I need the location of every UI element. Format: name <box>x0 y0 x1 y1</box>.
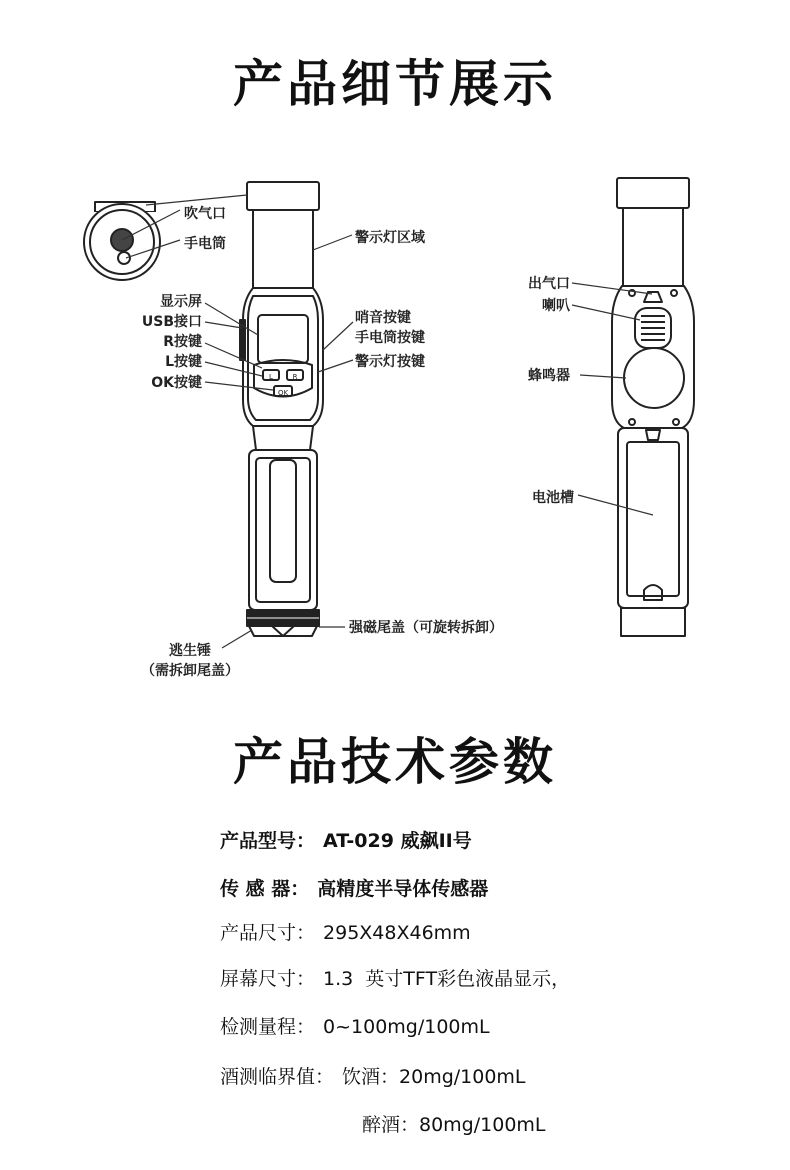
detail-section-title: 产品细节展示 <box>233 55 557 113</box>
label-l-key: L按键 <box>165 354 202 370</box>
spec-row-threshold-drunk <box>362 1110 546 1137</box>
spec-row-model <box>220 826 472 853</box>
spec-value: 醉酒：80mg/100mL <box>362 1114 546 1136</box>
label-flashlight: 手电筒 <box>184 236 226 252</box>
label-buzzer: 蜂鸣器 <box>528 368 570 384</box>
spec-key: 产品型号： <box>220 830 316 852</box>
label-battery-slot: 电池槽 <box>532 490 574 506</box>
label-usb: USB接口 <box>141 314 202 330</box>
label-escape-hammer: 逃生锤 <box>169 643 211 659</box>
back-view <box>612 178 694 636</box>
key-r-text: R <box>292 373 298 381</box>
label-display: 显示屏 <box>160 294 202 310</box>
label-speaker: 喇叭 <box>542 298 570 314</box>
spec-value: 0~100mg/100mL <box>323 1016 490 1038</box>
spec-key: 屏幕尺寸： <box>220 968 316 990</box>
spec-value: 295X48X46mm <box>323 922 471 944</box>
spec-row-screen <box>220 964 570 991</box>
spec-value: 高精度半导体传感器 <box>317 878 489 900</box>
spec-key: 产品尺寸： <box>220 922 316 944</box>
spec-value: 饮酒：20mg/100mL <box>342 1066 526 1088</box>
front-view <box>240 182 323 636</box>
spec-row-size <box>220 918 471 945</box>
label-ok-key: OK按键 <box>151 375 202 391</box>
key-l-text: L <box>269 373 273 381</box>
spec-value: 1.3 英寸TFT彩色液晶显示， <box>323 968 571 990</box>
label-r-key: R按键 <box>163 334 202 350</box>
spec-key: 传 感 器： <box>220 878 310 900</box>
label-blow-port: 吹气口 <box>184 206 226 222</box>
spec-key: 检测量程： <box>220 1016 316 1038</box>
label-vent: 出气口 <box>528 276 570 292</box>
label-magnetic-cap: 强磁尾盖（可旋转拆卸） <box>349 620 503 636</box>
spec-row-threshold <box>220 1062 526 1089</box>
top-view <box>84 202 160 280</box>
product-diagram <box>0 160 790 700</box>
label-escape-hammer-note: （需拆卸尾盖） <box>141 663 239 679</box>
label-flashlight-key: 手电筒按键 <box>355 330 425 346</box>
spec-value: AT-029 威飙II号 <box>323 830 472 852</box>
key-ok-text: OK <box>277 389 289 397</box>
label-warning-light-area: 警示灯区域 <box>355 230 425 246</box>
label-whistle-key: 哨音按键 <box>355 310 411 326</box>
label-warning-light-key: 警示灯按键 <box>355 354 425 370</box>
spec-key: 酒测临界值： <box>220 1066 335 1088</box>
spec-row-sensor <box>220 874 488 901</box>
spec-row-range <box>220 1012 490 1039</box>
spec-section-title: 产品技术参数 <box>233 733 557 791</box>
